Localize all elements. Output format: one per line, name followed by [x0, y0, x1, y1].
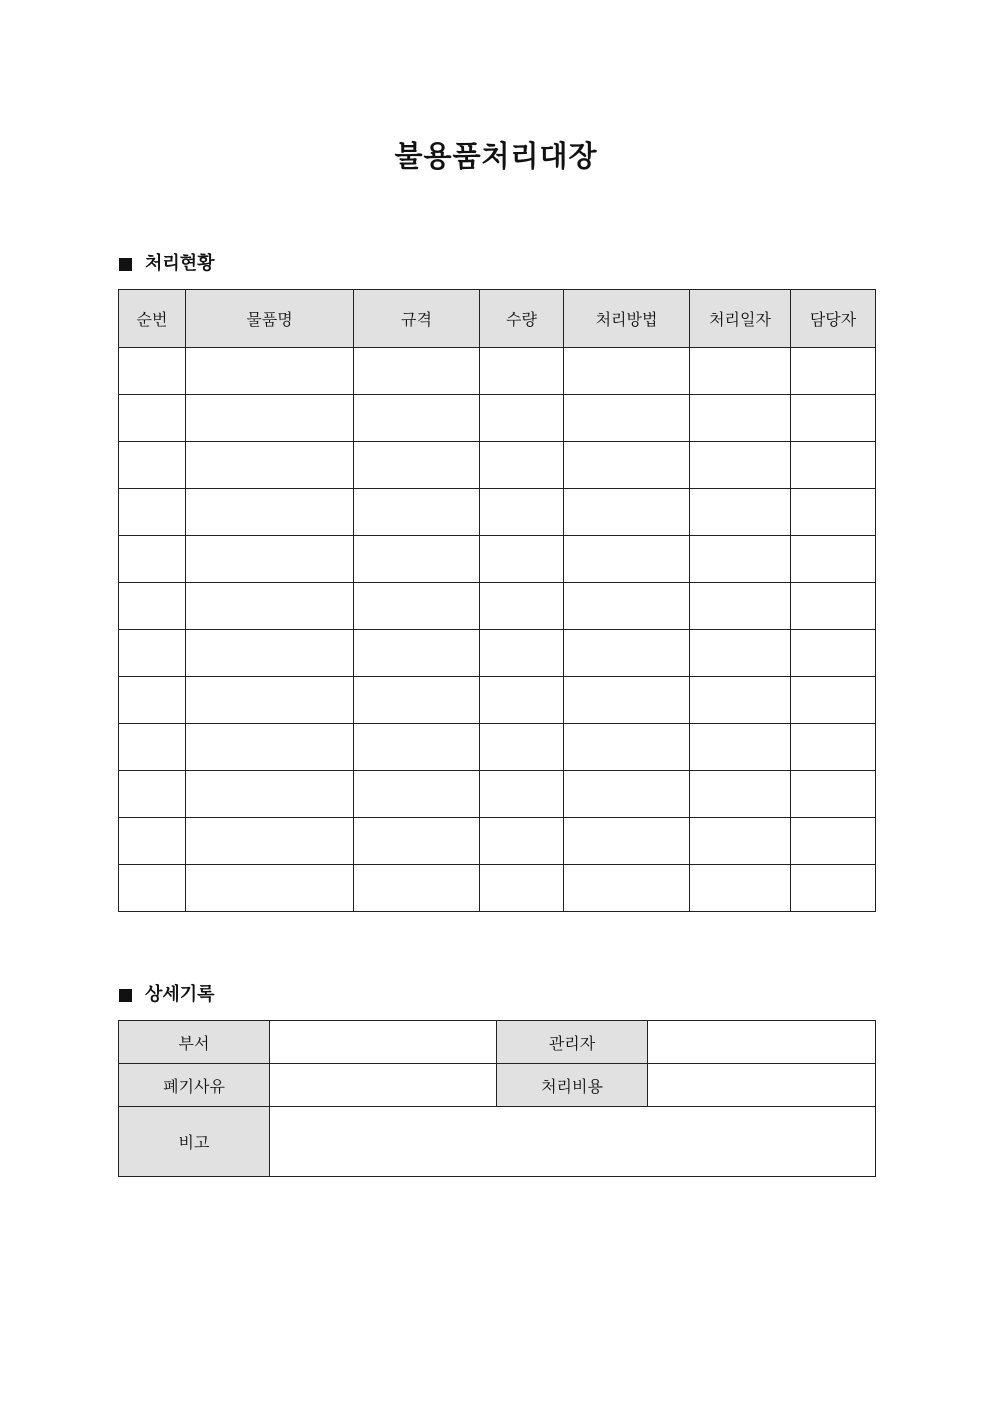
table-cell[interactable] [186, 442, 354, 489]
table-cell[interactable] [119, 630, 186, 677]
square-bullet-icon [119, 258, 132, 271]
table-cell[interactable] [186, 771, 354, 818]
column-header: 물품명 [186, 290, 354, 348]
table-cell[interactable] [791, 583, 876, 630]
table-row [119, 630, 876, 677]
column-header: 순번 [119, 290, 186, 348]
table-cell[interactable] [354, 818, 480, 865]
table-cell[interactable] [480, 583, 564, 630]
table-cell[interactable] [480, 724, 564, 771]
table-cell[interactable] [690, 818, 791, 865]
section-heading-label: 처리현황 [145, 253, 215, 274]
disposal-reason-label: 폐기사유 [119, 1064, 270, 1107]
table-cell[interactable] [186, 724, 354, 771]
table-cell[interactable] [186, 865, 354, 912]
table-cell[interactable] [119, 677, 186, 724]
table-cell[interactable] [791, 724, 876, 771]
table-cell[interactable] [564, 348, 690, 395]
table-cell[interactable] [186, 489, 354, 536]
table-cell[interactable] [690, 489, 791, 536]
table-cell[interactable] [186, 583, 354, 630]
table-cell[interactable] [119, 818, 186, 865]
table-cell[interactable] [119, 771, 186, 818]
table-row [119, 489, 876, 536]
table-cell[interactable] [186, 536, 354, 583]
table-cell[interactable] [354, 583, 480, 630]
table-cell[interactable] [119, 724, 186, 771]
table-row [119, 771, 876, 818]
table-cell[interactable] [690, 348, 791, 395]
table-cell[interactable] [480, 818, 564, 865]
table-cell[interactable] [791, 771, 876, 818]
table-cell[interactable] [354, 771, 480, 818]
table-cell[interactable] [480, 771, 564, 818]
table-cell[interactable] [791, 442, 876, 489]
table-cell[interactable] [791, 630, 876, 677]
table-row [119, 536, 876, 583]
table-cell[interactable] [186, 818, 354, 865]
table-cell[interactable] [119, 395, 186, 442]
table-cell[interactable] [564, 818, 690, 865]
table-row [119, 1107, 876, 1177]
table-cell[interactable] [690, 677, 791, 724]
section-heading-label: 상세기록 [145, 984, 215, 1005]
table-cell[interactable] [564, 489, 690, 536]
table-row [119, 724, 876, 771]
document-title: 불용품처리대장 [394, 139, 598, 173]
table-cell[interactable] [690, 865, 791, 912]
table-cell[interactable] [480, 489, 564, 536]
table-row [119, 677, 876, 724]
table-cell[interactable] [480, 536, 564, 583]
table-cell[interactable] [354, 395, 480, 442]
table-cell[interactable] [354, 489, 480, 536]
table-cell[interactable] [564, 395, 690, 442]
detail-table [118, 1020, 876, 1177]
table-cell[interactable] [564, 442, 690, 489]
table-cell[interactable] [480, 395, 564, 442]
table-cell[interactable] [186, 677, 354, 724]
table-cell[interactable] [564, 677, 690, 724]
column-header: 담당자 [791, 290, 876, 348]
table-cell[interactable] [119, 583, 186, 630]
table-cell[interactable] [690, 583, 791, 630]
table-cell[interactable] [480, 630, 564, 677]
table-cell[interactable] [480, 865, 564, 912]
table-row [119, 395, 876, 442]
department-label: 부서 [119, 1021, 270, 1064]
section-heading-status [119, 252, 215, 276]
table-cell[interactable] [791, 348, 876, 395]
manager-field[interactable] [648, 1021, 876, 1064]
table-cell[interactable] [690, 630, 791, 677]
table-cell[interactable] [354, 536, 480, 583]
column-header: 처리일자 [690, 290, 791, 348]
table-cell[interactable] [119, 489, 186, 536]
table-row [119, 865, 876, 912]
table-cell[interactable] [186, 348, 354, 395]
processing-cost-field[interactable] [648, 1064, 876, 1107]
table-cell[interactable] [119, 536, 186, 583]
processing-cost-label: 처리비용 [497, 1064, 648, 1107]
table-cell[interactable] [480, 442, 564, 489]
table-cell[interactable] [690, 536, 791, 583]
table-cell[interactable] [354, 865, 480, 912]
table-cell[interactable] [354, 724, 480, 771]
table-cell[interactable] [564, 536, 690, 583]
table-cell[interactable] [354, 442, 480, 489]
table-cell[interactable] [564, 583, 690, 630]
column-header: 규격 [354, 290, 480, 348]
table-cell[interactable] [186, 395, 354, 442]
table-cell[interactable] [564, 771, 690, 818]
table-cell[interactable] [186, 630, 354, 677]
table-row [119, 348, 876, 395]
table-cell[interactable] [119, 348, 186, 395]
table-cell[interactable] [354, 630, 480, 677]
disposal-reason-field[interactable] [270, 1064, 497, 1107]
table-cell[interactable] [690, 395, 791, 442]
table-cell[interactable] [690, 442, 791, 489]
table-row [119, 583, 876, 630]
table-header-row [119, 290, 876, 348]
table-cell[interactable] [791, 395, 876, 442]
table-cell[interactable] [690, 771, 791, 818]
department-field[interactable] [270, 1021, 497, 1064]
manager-label: 관리자 [497, 1021, 648, 1064]
table-cell[interactable] [119, 865, 186, 912]
column-header: 수량 [480, 290, 564, 348]
table-cell[interactable] [791, 677, 876, 724]
table-row [119, 818, 876, 865]
table-cell[interactable] [480, 677, 564, 724]
table-row [119, 1021, 876, 1064]
table-cell[interactable] [354, 677, 480, 724]
table-cell[interactable] [564, 865, 690, 912]
remarks-label: 비고 [119, 1107, 270, 1177]
table-cell[interactable] [791, 865, 876, 912]
remarks-field[interactable] [270, 1107, 876, 1177]
table-cell[interactable] [791, 536, 876, 583]
table-row [119, 1064, 876, 1107]
table-cell[interactable] [119, 442, 186, 489]
table-cell[interactable] [791, 489, 876, 536]
table-cell[interactable] [354, 348, 480, 395]
table-cell[interactable] [564, 630, 690, 677]
table-cell[interactable] [791, 818, 876, 865]
column-header: 처리방법 [564, 290, 690, 348]
table-cell[interactable] [564, 724, 690, 771]
table-cell[interactable] [690, 724, 791, 771]
section-heading-details [119, 983, 215, 1007]
square-bullet-icon [119, 989, 132, 1002]
table-row [119, 442, 876, 489]
table-cell[interactable] [480, 348, 564, 395]
status-table [118, 289, 876, 912]
